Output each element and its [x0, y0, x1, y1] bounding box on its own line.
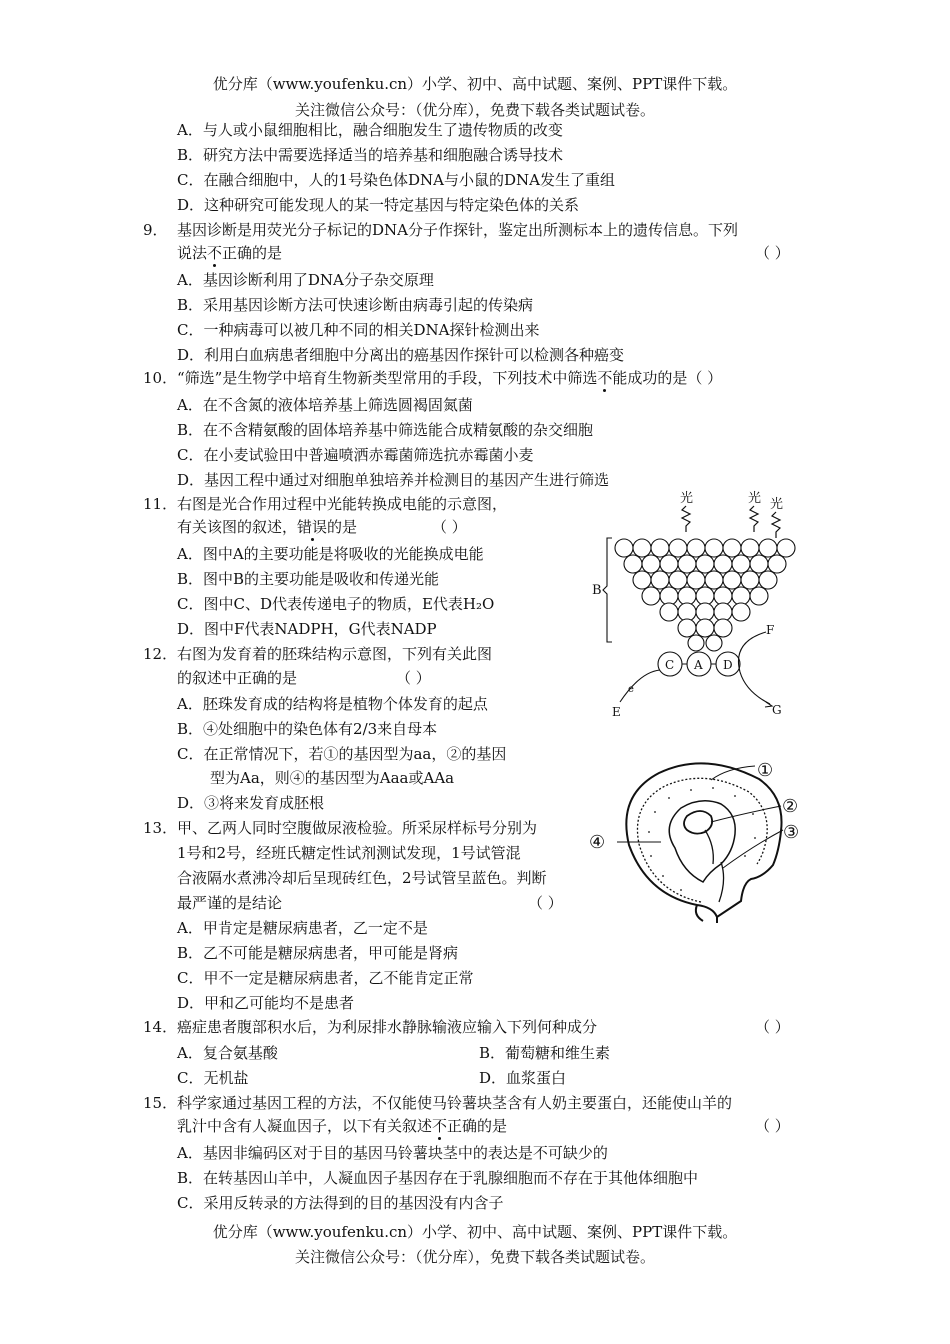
- q13-stem-line-1: 甲、乙两人同时空腹做尿液检验。所采尿样标号分别为: [177, 819, 538, 837]
- q9-option-c: C．一种病毒可以被几种不同的相关DNA探针检测出来: [177, 321, 540, 339]
- q15-answer-paren: （ ）: [755, 1117, 790, 1135]
- q14-option-a: A．复合氨基酸: [177, 1044, 278, 1062]
- q15-stem-post: 正确的是: [447, 1117, 508, 1135]
- q13-answer-paren: （ ）: [528, 894, 563, 912]
- q12-option-d: D．③将来发育成胚根: [177, 794, 325, 812]
- q9-stem-emphasis: 不: [207, 244, 223, 262]
- q13-stem-line-3: 合液隔水煮沸冷却后呈现砖红色，2号试管呈蓝色。判断: [177, 869, 547, 887]
- q10-option-d: D．基因工程中通过对细胞单独培养并检测目的基因产生进行筛选: [177, 471, 610, 489]
- ovule-diagram: [585, 752, 810, 924]
- label-2: ②: [782, 796, 799, 817]
- f-g-arrow: [738, 632, 770, 704]
- q13-option-c: C．甲不一定是糖尿病患者，乙不能肯定正常: [177, 969, 474, 987]
- q9-option-d: D．利用白血病患者细胞中分离出的癌基因作探针可以检测各种癌变: [177, 346, 625, 364]
- footer-line-2: 关注微信公众号：（优分库），免费下载各类试题试卷。: [294, 1248, 655, 1266]
- q10-option-a: A．在不含氮的液体培养基上筛选圆褐固氮菌: [177, 396, 473, 414]
- q12-stem-line-2: 的叙述中正确的是: [177, 669, 298, 687]
- q14-option-b: B．葡萄糖和维生素: [479, 1044, 611, 1062]
- q9-stem-post: 正确的是: [222, 244, 283, 262]
- label-4: ④: [589, 832, 606, 853]
- q8-option-b: B．研究方法中需要选择适当的培养基和细胞融合诱导技术: [177, 146, 564, 164]
- q14-stem: 癌症患者腹部积水后，为利尿排水静脉输液应输入下列何种成分: [177, 1018, 598, 1036]
- q11-stem-emphasis: 错误: [297, 518, 328, 536]
- q14-answer-paren: （ ）: [755, 1018, 790, 1036]
- q13-option-b: B．乙不可能是糖尿病患者，甲可能是肾病: [177, 944, 459, 962]
- light-arrow-3: [772, 512, 780, 538]
- label-a: A: [694, 658, 703, 672]
- q10-number: 10．: [143, 369, 178, 387]
- light-label-2: 光: [748, 491, 762, 506]
- q12-number: 12．: [143, 645, 178, 663]
- header-line-1: 优分库（www.youfenku.cn）小学、初中、高中试题、案例、PPT课件下载。: [212, 75, 738, 93]
- q12-option-c-line-1: C．在正常情况下，若①的基因型为aa，②的基因: [177, 745, 507, 763]
- q9-stem-line-2: [177, 243, 282, 263]
- q9-answer-paren: （ ）: [755, 244, 790, 262]
- q11-stem-post: 的是: [327, 518, 358, 536]
- q10-stem-emphasis: 不: [597, 369, 613, 387]
- q8-option-d: D．这种研究可能发现人的某一特定基因与特定染色体的关系: [177, 196, 580, 214]
- q11-answer-paren: （ ）: [432, 518, 467, 536]
- label-c: C: [665, 658, 675, 672]
- q13-number: 13．: [143, 819, 178, 837]
- light-label-3: 光: [770, 497, 784, 512]
- q11-stem-line-1: 右图是光合作用过程中光能转换成电能的示意图，: [177, 495, 508, 513]
- q9-option-a: A．基因诊断利用了DNA分子杂交原理: [177, 271, 434, 289]
- q13-stem-line-4: 最严谨的是结论: [177, 894, 283, 912]
- q12-option-a: A．胚珠发育成的结构将是植物个体发育的起点: [177, 695, 488, 713]
- q15-stem-emphasis: 不: [432, 1117, 448, 1135]
- q15-option-a: A．基因非编码区对于目的基因马铃薯块茎中的表达是不可缺少的: [177, 1144, 608, 1162]
- q14-number: 14．: [143, 1018, 178, 1036]
- q12-option-c-line-2: 型为Aa，则④的基因型为Aaa或AAa: [210, 769, 455, 787]
- q15-number: 15．: [143, 1094, 178, 1112]
- header-line-2: 关注微信公众号：（优分库），免费下载各类试题试卷。: [294, 101, 655, 119]
- light-label-1: 光: [680, 491, 694, 506]
- q13-stem-line-2: 1号和2号，经班氏糖定性试剂测试发现，1号试管混: [177, 844, 521, 862]
- q15-option-b: B．在转基因山羊中，人凝血因子基因存在于乳腺细胞而不存在于其他体细胞中: [177, 1169, 699, 1187]
- q11-stem-line-2: [177, 517, 357, 537]
- light-arrow-1: [682, 506, 690, 532]
- q11-option-d: D．图中F代表NADPH，G代表NADP: [177, 620, 437, 638]
- photosystem-diagram: [590, 488, 810, 720]
- label-g: G: [772, 703, 782, 717]
- q10-stem-pre: “筛选”是生物学中培育生物新类型常用的手段，下列技术中筛选: [177, 369, 598, 387]
- q15-stem-pre: 乳汁中含有人凝血因子，以下有关叙述: [177, 1117, 433, 1135]
- q13-option-a: A．甲肯定是糖尿病患者，乙一定不是: [177, 919, 428, 937]
- q9-stem-pre: 说法: [177, 244, 208, 262]
- embryo: [684, 811, 712, 834]
- b-brace: [603, 538, 612, 642]
- label-f: F: [766, 623, 775, 637]
- q15-option-c: C．采用反转录的方法得到的目的基因没有内含子: [177, 1194, 504, 1212]
- light-arrow-2: [750, 506, 758, 532]
- label-b: B: [592, 583, 602, 598]
- label-d: D: [723, 658, 733, 672]
- q11-stem-pre: 有关该图的叙述，: [177, 518, 298, 536]
- e-arrow: [620, 670, 660, 702]
- q14-option-c: C．无机盐: [177, 1069, 249, 1087]
- q10-stem-post: 能成功的是（ ）: [612, 369, 723, 387]
- label-1: ①: [757, 760, 774, 781]
- q15-stem-line-1: 科学家通过基因工程的方法，不仅能使马铃薯块茎含有人奶主要蛋白，还能使山羊的: [177, 1094, 733, 1112]
- label-electron: e: [628, 684, 634, 695]
- q10-option-c: C．在小麦试验田中普遍喷洒赤霉菌筛选抗赤霉菌小麦: [177, 446, 534, 464]
- q12-option-b: B．④处细胞中的染色体有2/3来自母本: [177, 720, 438, 738]
- q8-option-c: C．在融合细胞中，人的1号染色体DNA与小鼠的DNA发生了重组: [177, 171, 615, 189]
- q14-option-d: D．血浆蛋白: [479, 1069, 567, 1087]
- q11-option-c: C．图中C、D代表传递电子的物质，E代表H₂O: [177, 595, 495, 613]
- q9-stem-line-1: 基因诊断是用荧光分子标记的DNA分子作探针，鉴定出所测标本上的遗传信息。下列: [177, 221, 738, 239]
- q10-option-b: B．在不含精氨酸的固体培养基中筛选能合成精氨酸的杂交细胞: [177, 421, 594, 439]
- q12-stem-line-1: 右图为发育着的胚珠结构示意图，下列有关此图: [177, 645, 493, 663]
- label-3: ③: [783, 822, 800, 843]
- q9-option-b: B．采用基因诊断方法可快速诊断由病毒引起的传染病: [177, 296, 534, 314]
- q15-stem-line-2: [177, 1116, 507, 1136]
- q8-option-a: A．与人或小鼠细胞相比，融合细胞发生了遗传物质的改变: [177, 121, 563, 139]
- q10-stem: [177, 368, 722, 388]
- footer-line-1: 优分库（www.youfenku.cn）小学、初中、高中试题、案例、PPT课件下载。: [212, 1223, 738, 1241]
- q13-option-d: D．甲和乙可能均不是患者: [177, 994, 355, 1012]
- q11-number: 11．: [143, 495, 178, 513]
- label-e: E: [612, 705, 621, 719]
- q9-number: 9．: [143, 221, 168, 239]
- q11-option-a: A．图中A的主要功能是将吸收的光能换成电能: [177, 545, 484, 563]
- q12-answer-paren: （ ）: [396, 669, 431, 687]
- q11-option-b: B．图中B的主要功能是吸收和传递光能: [177, 570, 440, 588]
